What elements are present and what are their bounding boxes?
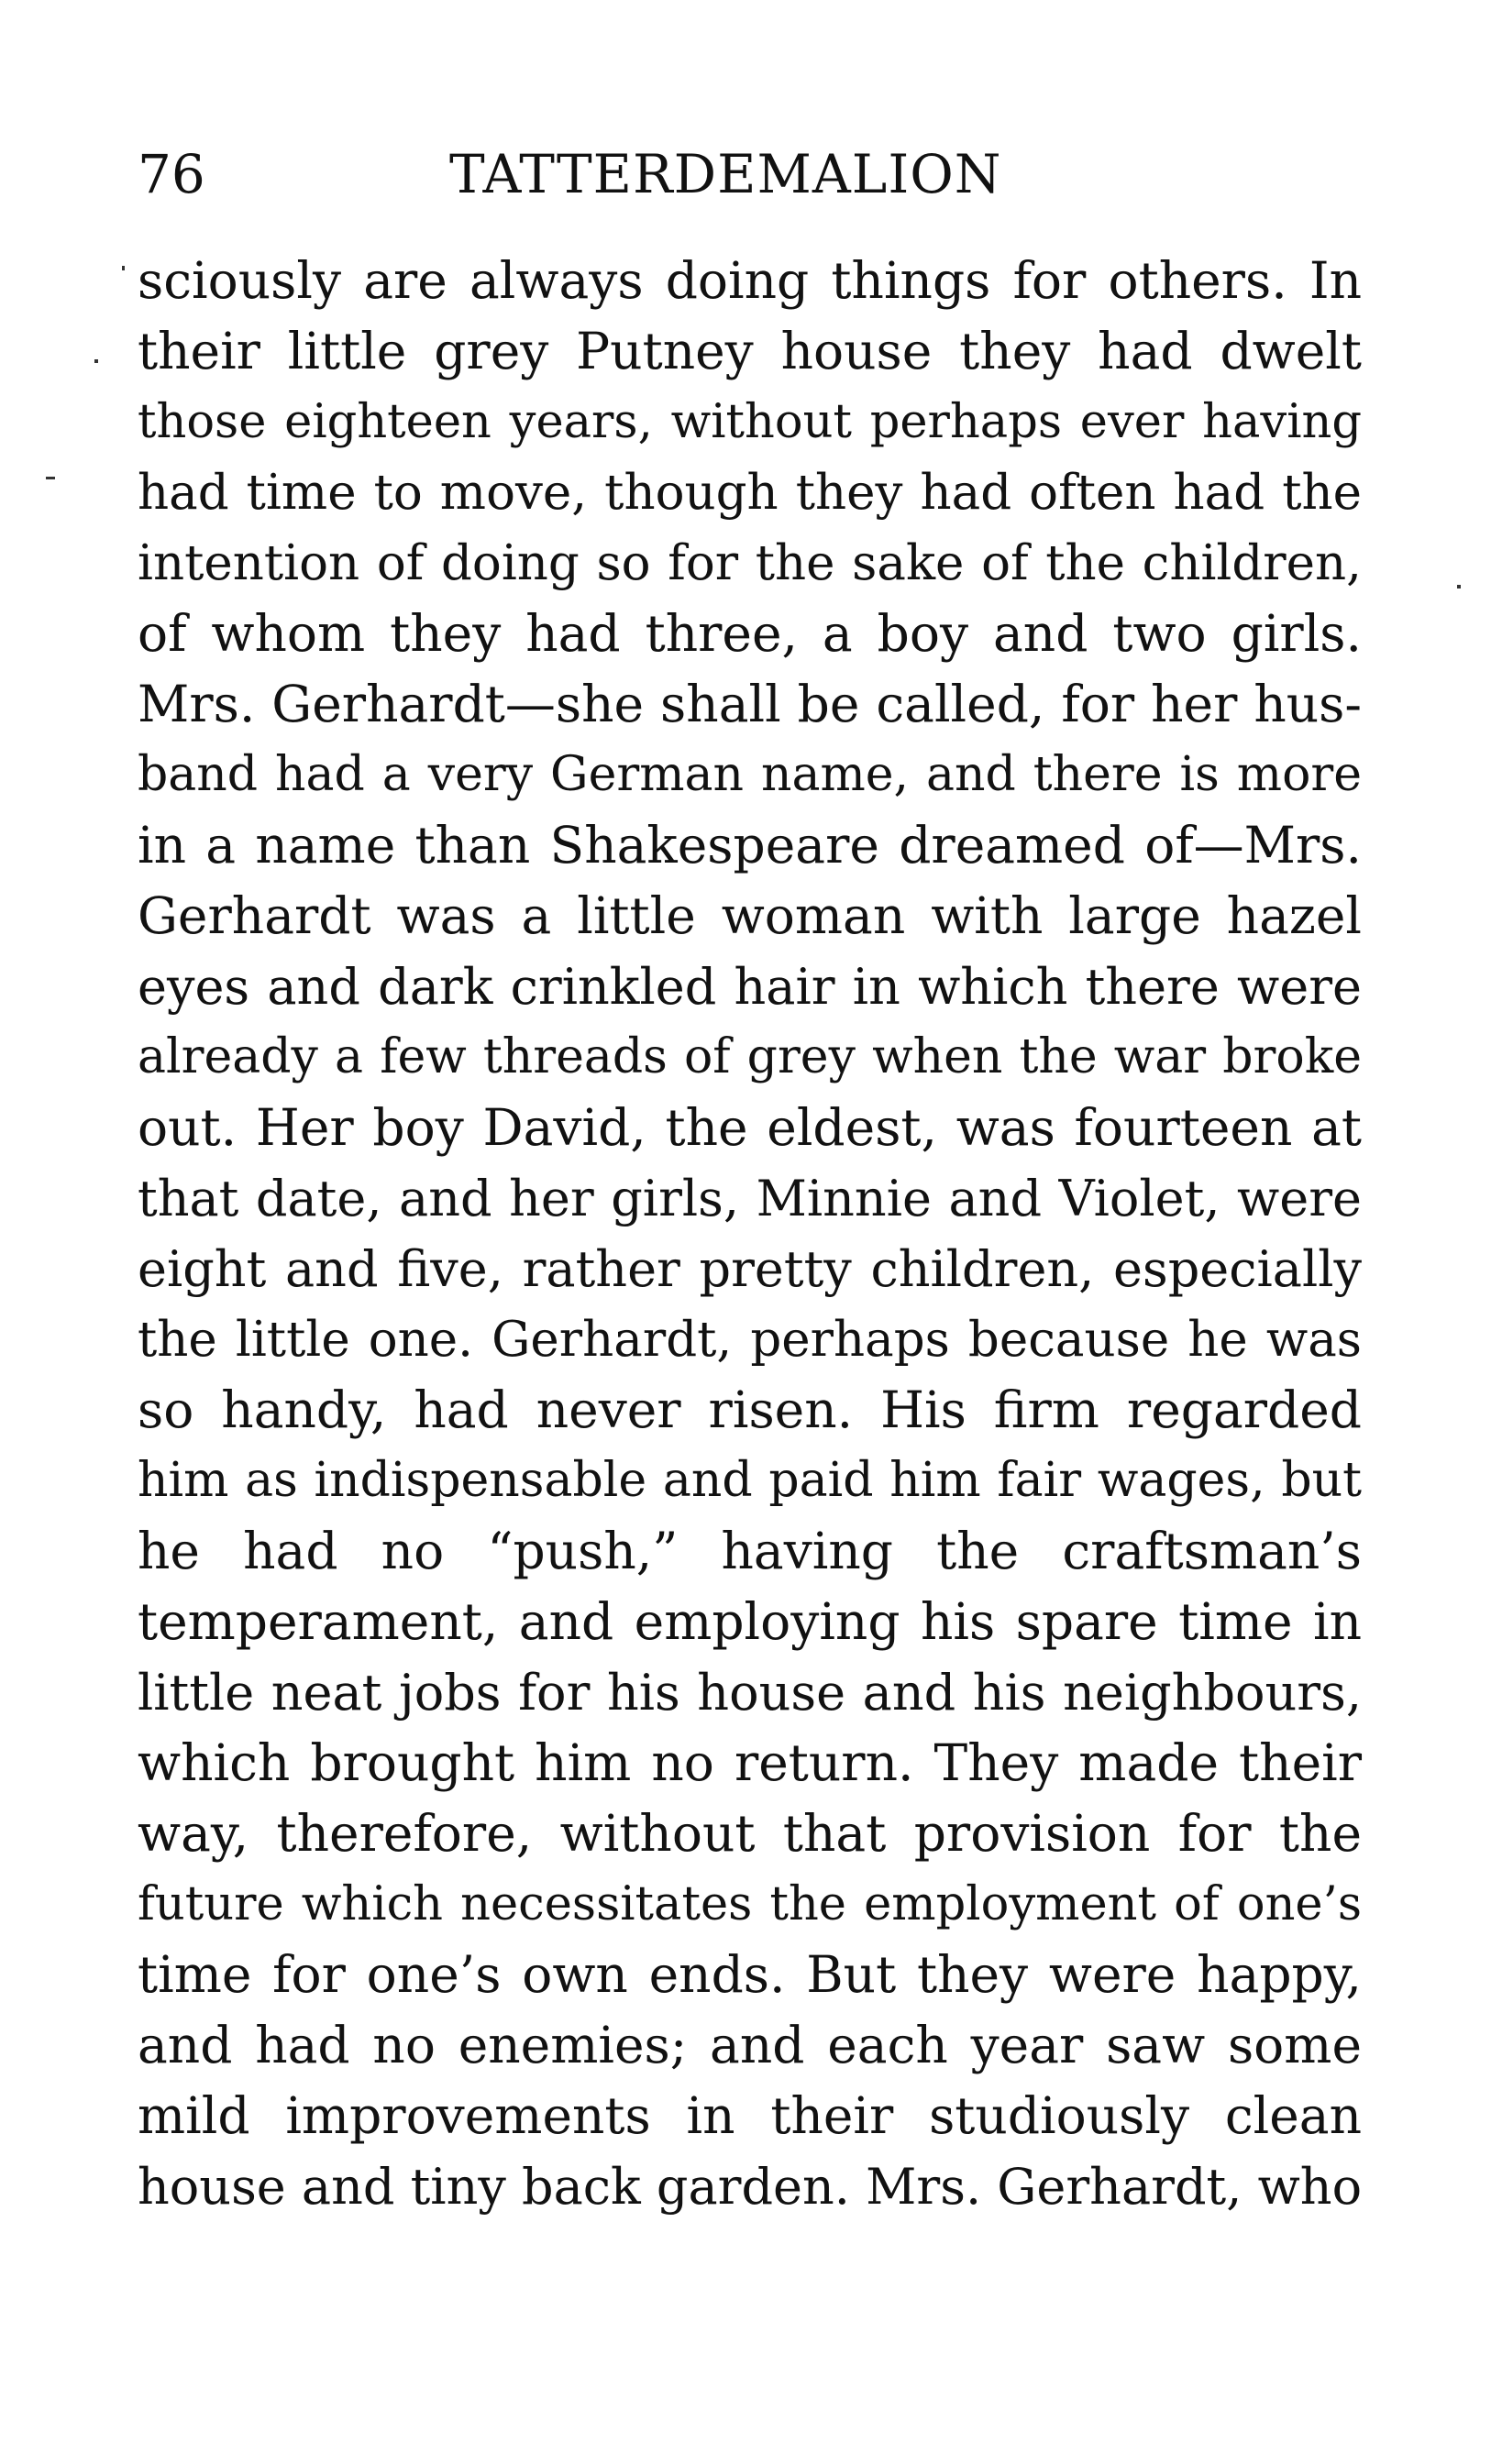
text-line: house and tiny back garden. Mrs. Gerhardt, who xyxy=(138,2158,1363,2216)
scan-speck xyxy=(46,477,55,479)
text-line: mild improvements in their studiously clean xyxy=(138,2086,1362,2145)
text-line: and had no enemies; and each year saw some xyxy=(138,2016,1362,2074)
scan-speck xyxy=(94,359,98,363)
text-line: out. Her boy David, the eldest, was fourteen at xyxy=(138,1098,1362,1157)
text-line: Mrs. Gerhardt—she shall be called, for her hus- xyxy=(138,675,1362,733)
text-line: future which necessitates the employment of one’s xyxy=(138,1877,1362,1931)
page-header xyxy=(138,138,1357,211)
text-line: intention of doing so for the sake of the children, xyxy=(138,535,1362,591)
text-line: eyes and dark crinkled hair in which there were xyxy=(138,958,1362,1016)
text-line: so handy, had never risen. His firm regarded xyxy=(138,1380,1362,1439)
text-line: their little grey Putney house they had dwelt xyxy=(138,322,1362,380)
text-line: way, therefore, without that provision for the xyxy=(138,1804,1362,1863)
text-line: already a few threads of grey when the war broke xyxy=(138,1029,1362,1084)
scan-speck xyxy=(122,266,125,270)
text-line: time for one’s own ends. But they were happy, xyxy=(138,1945,1362,2004)
running-title: TATTERDEMALION xyxy=(449,143,1002,205)
scan-speck xyxy=(1457,585,1461,588)
body-text xyxy=(138,246,1362,2222)
text-line: of whom they had three, a boy and two girls. xyxy=(138,604,1362,663)
text-line: the little one. Gerhardt, perhaps because he was xyxy=(138,1312,1362,1368)
text-line: he had no “push,” having the craftsman’s xyxy=(138,1522,1362,1580)
text-line: those eighteen years, without perhaps ever having xyxy=(138,395,1362,449)
text-line: in a name than Shakespeare dreamed of—Mrs. xyxy=(138,816,1362,874)
text-line: which brought him no return. They made their xyxy=(138,1733,1362,1792)
text-line: that date, and her girls, Minnie and Violet, were xyxy=(138,1170,1362,1227)
text-line: Gerhardt was a little woman with large hazel xyxy=(138,886,1362,945)
text-line: band had a very German name, and there is more xyxy=(138,747,1362,802)
page-number: 76 xyxy=(138,143,205,205)
text-line: temperament, and employing his spare time in xyxy=(138,1592,1362,1651)
text-line: eight and five, rather pretty children, especially xyxy=(138,1240,1362,1298)
text-line: had time to move, though they had often had the xyxy=(138,465,1362,521)
text-line: sciously are always doing things for others. In xyxy=(138,251,1362,310)
text-line: him as indispensable and paid him fair wages, but xyxy=(138,1453,1362,1508)
text-line: little neat jobs for his house and his neighbours, xyxy=(138,1664,1362,1722)
